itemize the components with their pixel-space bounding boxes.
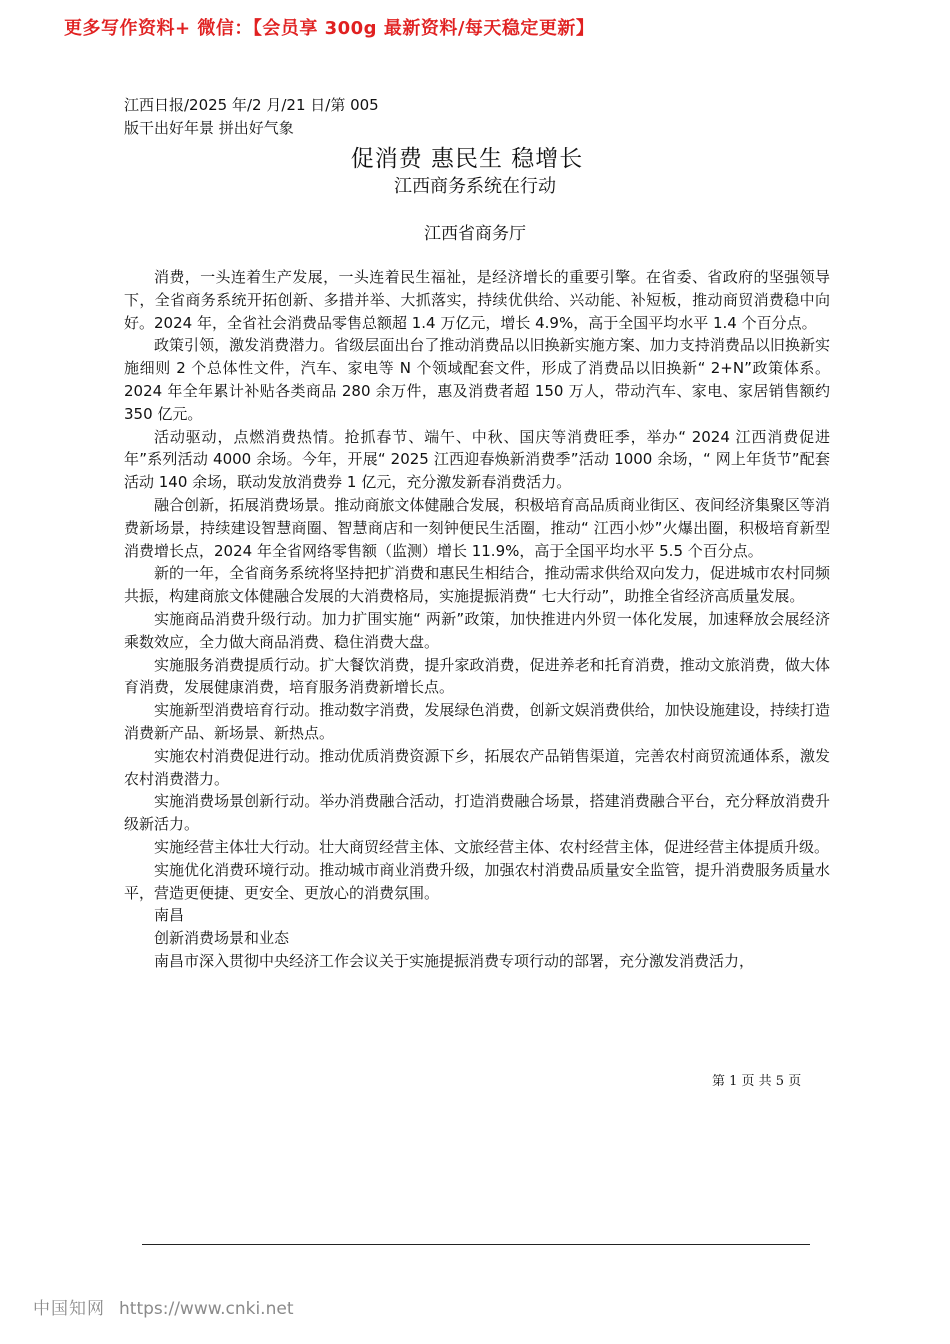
paragraph: 实施新型消费培育行动。推动数字消费，发展绿色消费，创新文娱消费供给，加快设施建设，持续打造消费新产品、新场景、新热点。 (124, 701, 830, 742)
watermark-url: https://www.cnki.net (119, 1299, 294, 1319)
watermark-brand: 中国知网 (33, 1299, 105, 1319)
section-line: 版干出好年景 拼出好气象 (124, 119, 294, 137)
source-line: 江西日报/2025 年/2 月/21 日/第 005 (124, 96, 379, 114)
section-heading-city: 南昌 (154, 906, 185, 925)
paragraph: 消费，一头连着生产发展，一头连着民生福祉，是经济增长的重要引擎。在省委、省政府的坚强领导下，全省商务系统开拓创新、多措并举、大抓落实，持续优供给、兴动能、补短板，推动商贸消费稳中向好。2024 年，全省社会消费品零售总额超 1.4 万亿元，增长 4.9%，高于全国平均水平 1.4 个百分点。 (124, 268, 830, 332)
paragraph: 南昌市深入贯彻中央经济工作会议关于实施提振消费专项行动的部署，充分激发消费活力， (154, 951, 755, 970)
paragraph: 融合创新，拓展消费场景。推动商旅文体健融合发展，积极培育高品质商业街区、夜间经济集聚区等消费新场景，持续建设智慧商圈、智慧商店和一刻钟便民生活圈，推动“ 江西小炒”火爆出圈，积极培育新型消费增长点，2024 年全省网络零售额（监测）增长 11.9%，高于全国平均水平 5.5 个百分点。 (124, 495, 830, 560)
page-indicator: 第 1 页 共 5 页 (712, 1074, 802, 1089)
paragraph: 实施商品消费升级行动。加力扩围实施“ 两新”政策，加快推进内外贸一体化发展，加速释放会展经济乘数效应，全力做大商品消费、稳住消费大盘。 (124, 609, 830, 651)
article-author: 江西省商务厅 (424, 224, 526, 244)
promo-banner: 更多写作资料+ 微信：【会员享 300g 最新资料/每天稳定更新】 (64, 18, 595, 39)
article-body (124, 266, 830, 973)
cnki-watermark (33, 1294, 293, 1319)
section-heading-topic: 创新消费场景和业态 (154, 929, 290, 948)
paragraph: 活动驱动，点燃消费热情。抢抓春节、端午、中秋、国庆等消费旺季，举办“ 2024 江西消费促进年”系列活动 4000 余场。今年，开展“ 2025 江西迎春焕新消费季”活动 1000 余场，“ 网上年货节”配套活动 140 余场，联动发放消费券 1 亿元，充分激发新春消费活力。 (124, 427, 830, 492)
paragraph: 实施优化消费环境行动。推动城市商业消费升级，加强农村消费品质量安全监管，提升消费服务质量水平，营造更便捷、更安全、更放心的消费氛围。 (124, 860, 830, 902)
paragraph: 新的一年，全省商务系统将坚持把扩消费和惠民生相结合，推动需求供给双向发力，促进城市农村同频共振，构建商旅文体健融合发展的大消费格局，实施提振消费“ 七大行动”，助推全省经济高质量发展。 (124, 564, 830, 606)
paragraph: 实施服务消费提质行动。扩大餐饮消费，提升家政消费，促进养老和托育消费，推动文旅消费，做大体育消费，发展健康消费，培育服务消费新增长点。 (124, 655, 830, 697)
footer-divider (142, 1244, 810, 1245)
paragraph: 实施农村消费促进行动。推动优质消费资源下乡，拓展农产品销售渠道，完善农村商贸流通体系，激发农村消费潜力。 (124, 746, 830, 788)
article-subtitle: 江西商务系统在行动 (394, 176, 556, 197)
paragraph: 政策引领，激发消费潜力。省级层面出台了推动消费品以旧换新实施方案、加力支持消费品以旧换新实施细则 2 个总体性文件，汽车、家电等 N 个领域配套文件，形成了消费品以旧换新“ 2+N”政策体系。2024 年全年累计补贴各类商品 280 余万件，惠及消费者超 150 万人，带动汽车、家电、家居销售额约 350 亿元。 (124, 336, 830, 423)
paragraph: 实施经营主体壮大行动。壮大商贸经营主体、文旅经营主体、农村经营主体，促进经营主体提质升级。 (154, 837, 830, 856)
article-title: 促消费 惠民生 稳增长 (350, 146, 584, 172)
paragraph: 实施消费场景创新行动。举办消费融合活动，打造消费融合场景，搭建消费融合平台，充分释放消费升级新活力。 (124, 792, 830, 834)
